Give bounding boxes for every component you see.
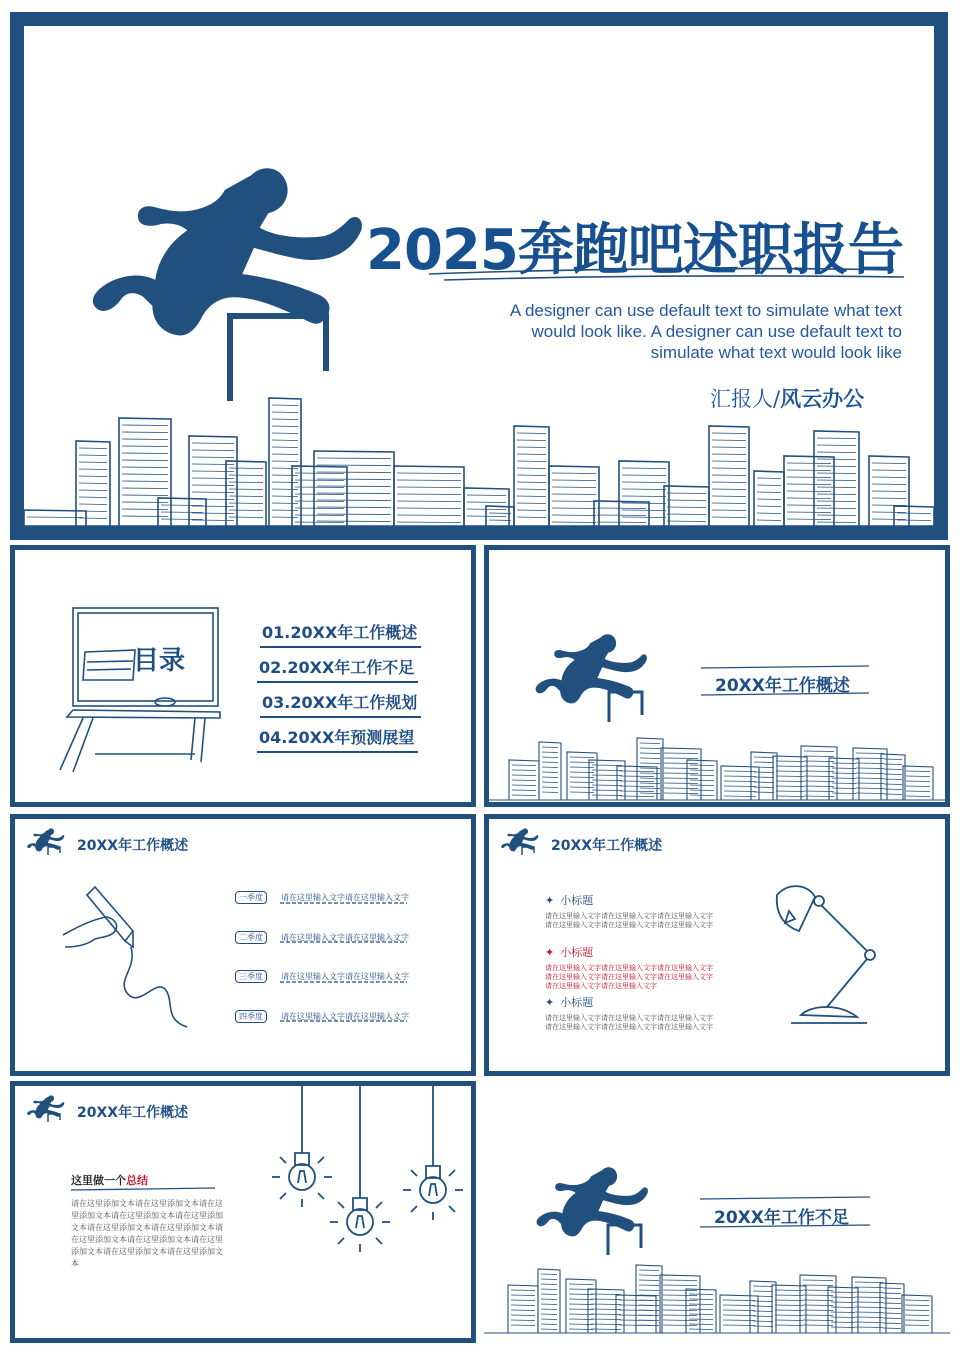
desk-lamp-icon [777, 886, 875, 1023]
hand-pen-icon [63, 887, 187, 1027]
quarter-badge: 四季度 [235, 1010, 267, 1023]
star-bullet-icon: ✦ [545, 894, 555, 907]
summary-lead [71, 1172, 148, 1188]
cover-slide [10, 12, 948, 540]
quarters-art [15, 819, 471, 1071]
skyline-icon [24, 398, 948, 526]
toc-item[interactable]: 02.20XX年工作不足 [257, 655, 418, 683]
subtitle-title: 小标题 [560, 946, 594, 959]
section2-title: 20XX年工作不足 [714, 1208, 849, 1228]
quarter-text: 请在这里输入文字请在这里输入文字 [281, 1011, 409, 1021]
quarters-slide [10, 814, 476, 1076]
runner-icon [501, 828, 538, 851]
quarter-row [235, 1004, 409, 1023]
section1-slide [484, 545, 950, 807]
subtitle-item [545, 889, 715, 930]
skyline-icon [484, 1265, 950, 1333]
quarter-text: 请在这里输入文字请在这里输入文字 [281, 893, 409, 902]
reporter-prefix: 汇报人/ [710, 387, 781, 411]
toc-slide [10, 545, 476, 807]
subtitle-title: 小标题 [560, 996, 594, 1009]
quarter-badge: 三季度 [235, 970, 267, 983]
subtitle-body: 请在这里输入文字请在这里输入文字请在这里输入文字请在这里输入文字请在这里输入文字请在这里输入文字 [545, 1014, 713, 1031]
board-label: 目录 [133, 646, 186, 676]
toc-item[interactable]: 04.20XX年预测展望 [257, 725, 418, 753]
reporter-line [710, 383, 864, 413]
subtitles-header: 20XX年工作概述 [551, 838, 663, 854]
quarters-header: 20XX年工作概述 [77, 838, 189, 854]
summary-header: 20XX年工作概述 [77, 1105, 189, 1121]
lightbulb-icon [272, 1086, 463, 1252]
subtitle-title: 小标题 [560, 894, 594, 907]
cover-subtitle: A designer can use default text to simulate what text would look like. A designer can use default text to simulate what text would look like [509, 301, 902, 362]
hurdle-icon [230, 316, 326, 401]
skyline-icon [489, 738, 950, 800]
subtitle-item [545, 941, 715, 991]
quarter-row [235, 964, 409, 983]
subtitle-item [545, 991, 715, 1032]
section1-title: 20XX年工作概述 [715, 676, 850, 696]
summary-body: 请在这里添加文本请在这里添加文本请在这里添加文本请在这里添加文本请在这里添加文本请在这里添加文本请在这里添加文本请在这里添加文本请在这里添加文本请在这里添加文本请在这里添加文本请在这里添加文本 [71, 1199, 223, 1268]
quarter-row [235, 925, 409, 944]
subtitle-body: 请在这里输入文字请在这里输入文字请在这里输入文字请在这里输入文字请在这里输入文字请在这里输入文字请在这里输入文字请在这里输入文字 [545, 964, 713, 990]
summary-lead-text: 这里做一个 [71, 1174, 126, 1187]
quarter-badge: 一季度 [235, 891, 267, 904]
section2-slide [484, 1081, 950, 1343]
runner-icon [27, 828, 64, 851]
summary-slide [10, 1081, 476, 1343]
star-bullet-icon: ✦ [545, 946, 555, 959]
runner-icon [93, 168, 362, 335]
quarter-row [235, 885, 409, 904]
cover-title: 2025奔跑吧述职报告 [366, 218, 903, 283]
star-bullet-icon: ✦ [545, 996, 555, 1009]
quarter-badge: 二季度 [235, 931, 267, 944]
runner-icon [27, 1095, 64, 1118]
subtitle-body: 请在这里输入文字请在这里输入文字请在这里输入文字请在这里输入文字请在这里输入文字请在这里输入文字 [545, 912, 713, 929]
reporter-name: 风云办公 [780, 387, 865, 411]
quarter-text: 请在这里输入文字请在这里输入文字 [281, 932, 409, 942]
quarter-text: 请在这里输入文字请在这里输入文字 [281, 972, 409, 981]
summary-lead-highlight: 总结 [126, 1174, 148, 1187]
toc-item[interactable]: 01.20XX年工作概述 [260, 620, 421, 648]
subtitles-slide [484, 814, 950, 1076]
toc-item[interactable]: 03.20XX年工作规划 [260, 690, 421, 718]
